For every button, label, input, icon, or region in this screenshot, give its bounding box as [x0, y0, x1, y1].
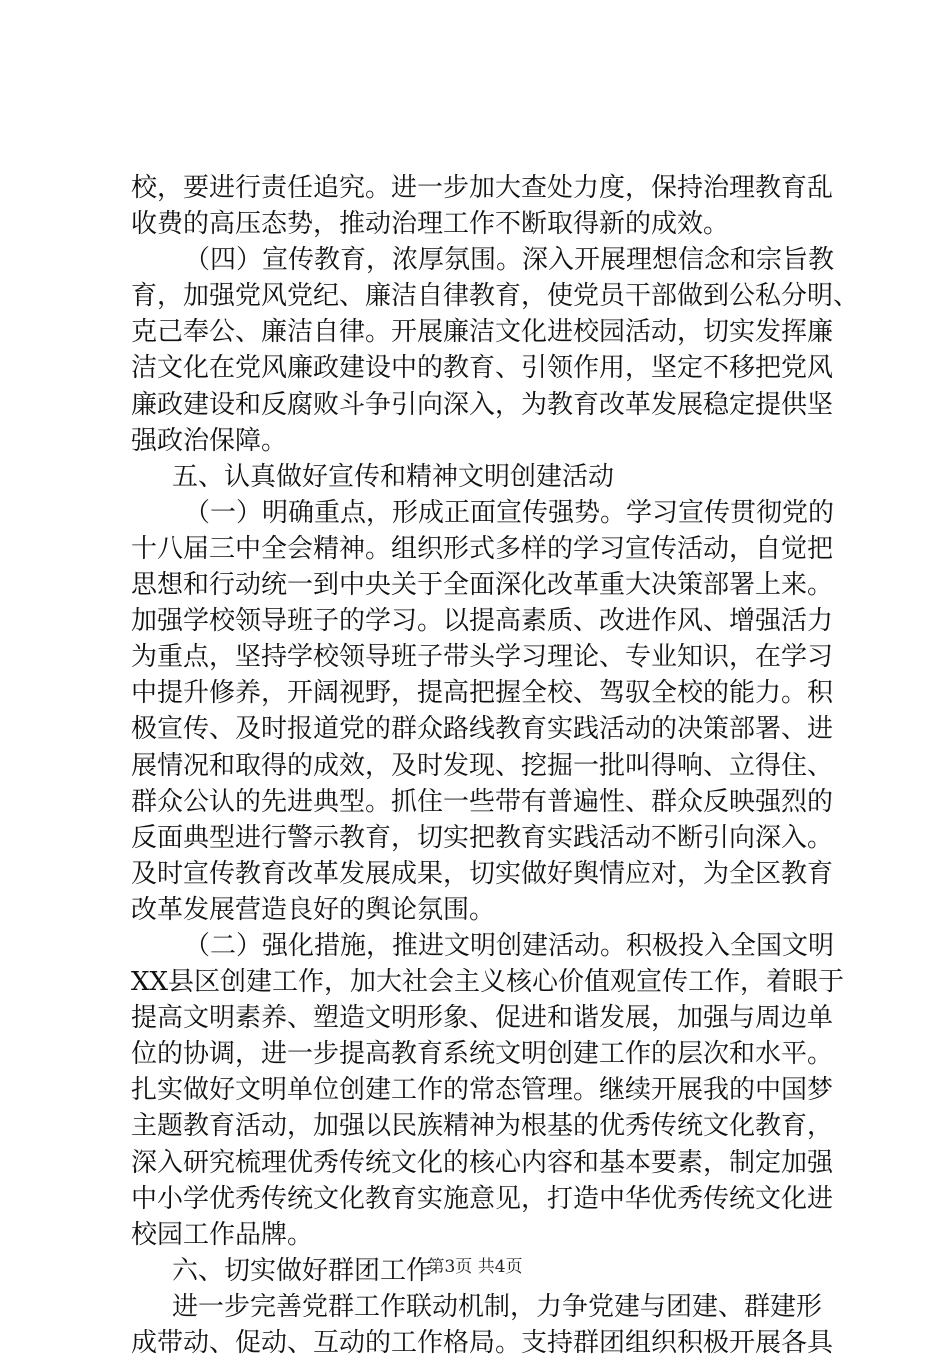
- text-line: （二）强化措施，推进文明创建活动。积极投入全国文明: [184, 930, 835, 961]
- text-line: 思想和行动统一到中央关于全面深化改革重大决策部署上来。: [131, 570, 834, 601]
- text-line: 进一步完善党群工作联动机制，力争党建与团建、群建形: [172, 1291, 823, 1322]
- text-line: 位的协调，进一步提高教育系统文明创建工作的层次和水平。: [131, 1039, 834, 1070]
- text-line: （四）宣传教育，浓厚氛围。深入开展理想信念和宗旨教: [184, 245, 835, 276]
- text-line: （一）明确重点，形成正面宣传强势。学习宣传贯彻党的: [184, 497, 835, 528]
- text-line: 为重点，坚持学校领导班子带头学习理论、专业知识，在学习: [131, 642, 834, 673]
- text-line: 扎实做好文明单位创建工作的常态管理。继续开展我的中国梦: [131, 1075, 834, 1106]
- text-line: 展情况和取得的成效，及时发现、挖掘一批叫得响、立得住、: [131, 750, 834, 781]
- text-line: XX县区创建工作，加大社会主义核心价值观宣传工作，着眼于: [131, 967, 845, 998]
- text-line: 收费的高压态势，推动治理工作不断取得新的成效。: [131, 209, 730, 240]
- text-line: 深入研究梳理优秀传统文化的核心内容和基本要素，制定加强: [131, 1147, 834, 1178]
- text-line: 廉政建设和反腐败斗争引向深入，为教育改革发展稳定提供坚: [131, 389, 834, 420]
- document-body: [131, 170, 860, 1361]
- text-line: 成带动、促动、互动的工作格局。支持群团组织积极开展各具: [131, 1328, 834, 1358]
- text-line: 强政治保障。: [131, 425, 288, 456]
- text-line: 校园工作品牌。: [131, 1219, 314, 1250]
- text-line: 洁文化在党风廉政建设中的教育、引领作用，坚定不移把党风: [131, 353, 834, 384]
- text-line: 中提升修养，开阔视野，提高把握全校、驾驭全校的能力。积: [131, 678, 834, 709]
- text-line: 克己奉公、廉洁自律。开展廉洁文化进校园活动，切实发挥廉: [131, 317, 834, 348]
- text-line: 及时宣传教育改革发展成果，切实做好舆情应对，为全区教育: [131, 858, 834, 889]
- text-line: 六、切实做好群团工作: [172, 1255, 433, 1286]
- text-line: 反面典型进行警示教育，切实把教育实践活动不断引向深入。: [131, 822, 834, 853]
- text-line: 群众公认的先进典型。抓住一些带有普遍性、群众反映强烈的: [131, 786, 834, 817]
- text-line: 十八届三中全会精神。组织形式多样的学习宣传活动，自觉把: [131, 533, 834, 564]
- text-line: 极宣传、及时报道党的群众路线教育实践活动的决策部署、进: [131, 714, 834, 745]
- text-line: 改革发展营造良好的舆论氛围。: [131, 894, 496, 925]
- text-line: 中小学优秀传统文化教育实施意见，打造中华优秀传统文化进: [131, 1183, 834, 1214]
- text-line: 主题教育活动，加强以民族精神为根基的优秀传统文化教育，: [131, 1111, 834, 1142]
- text-line: 五、认真做好宣传和精神文明创建活动: [172, 461, 615, 492]
- text-line: 校，要进行责任追究。进一步加大查处力度，保持治理教育乱: [131, 173, 834, 203]
- text-line: 提高文明素养、塑造文明形象、促进和谐发展，加强与周边单: [131, 1003, 834, 1034]
- page-footer: 第3页 共4页: [427, 1257, 523, 1277]
- text-line: 育，加强党风党纪、廉洁自律教育，使党员干部做到公私分明、: [131, 281, 860, 312]
- text-line: 加强学校领导班子的学习。以提高素质、改进作风、增强活力: [131, 606, 834, 637]
